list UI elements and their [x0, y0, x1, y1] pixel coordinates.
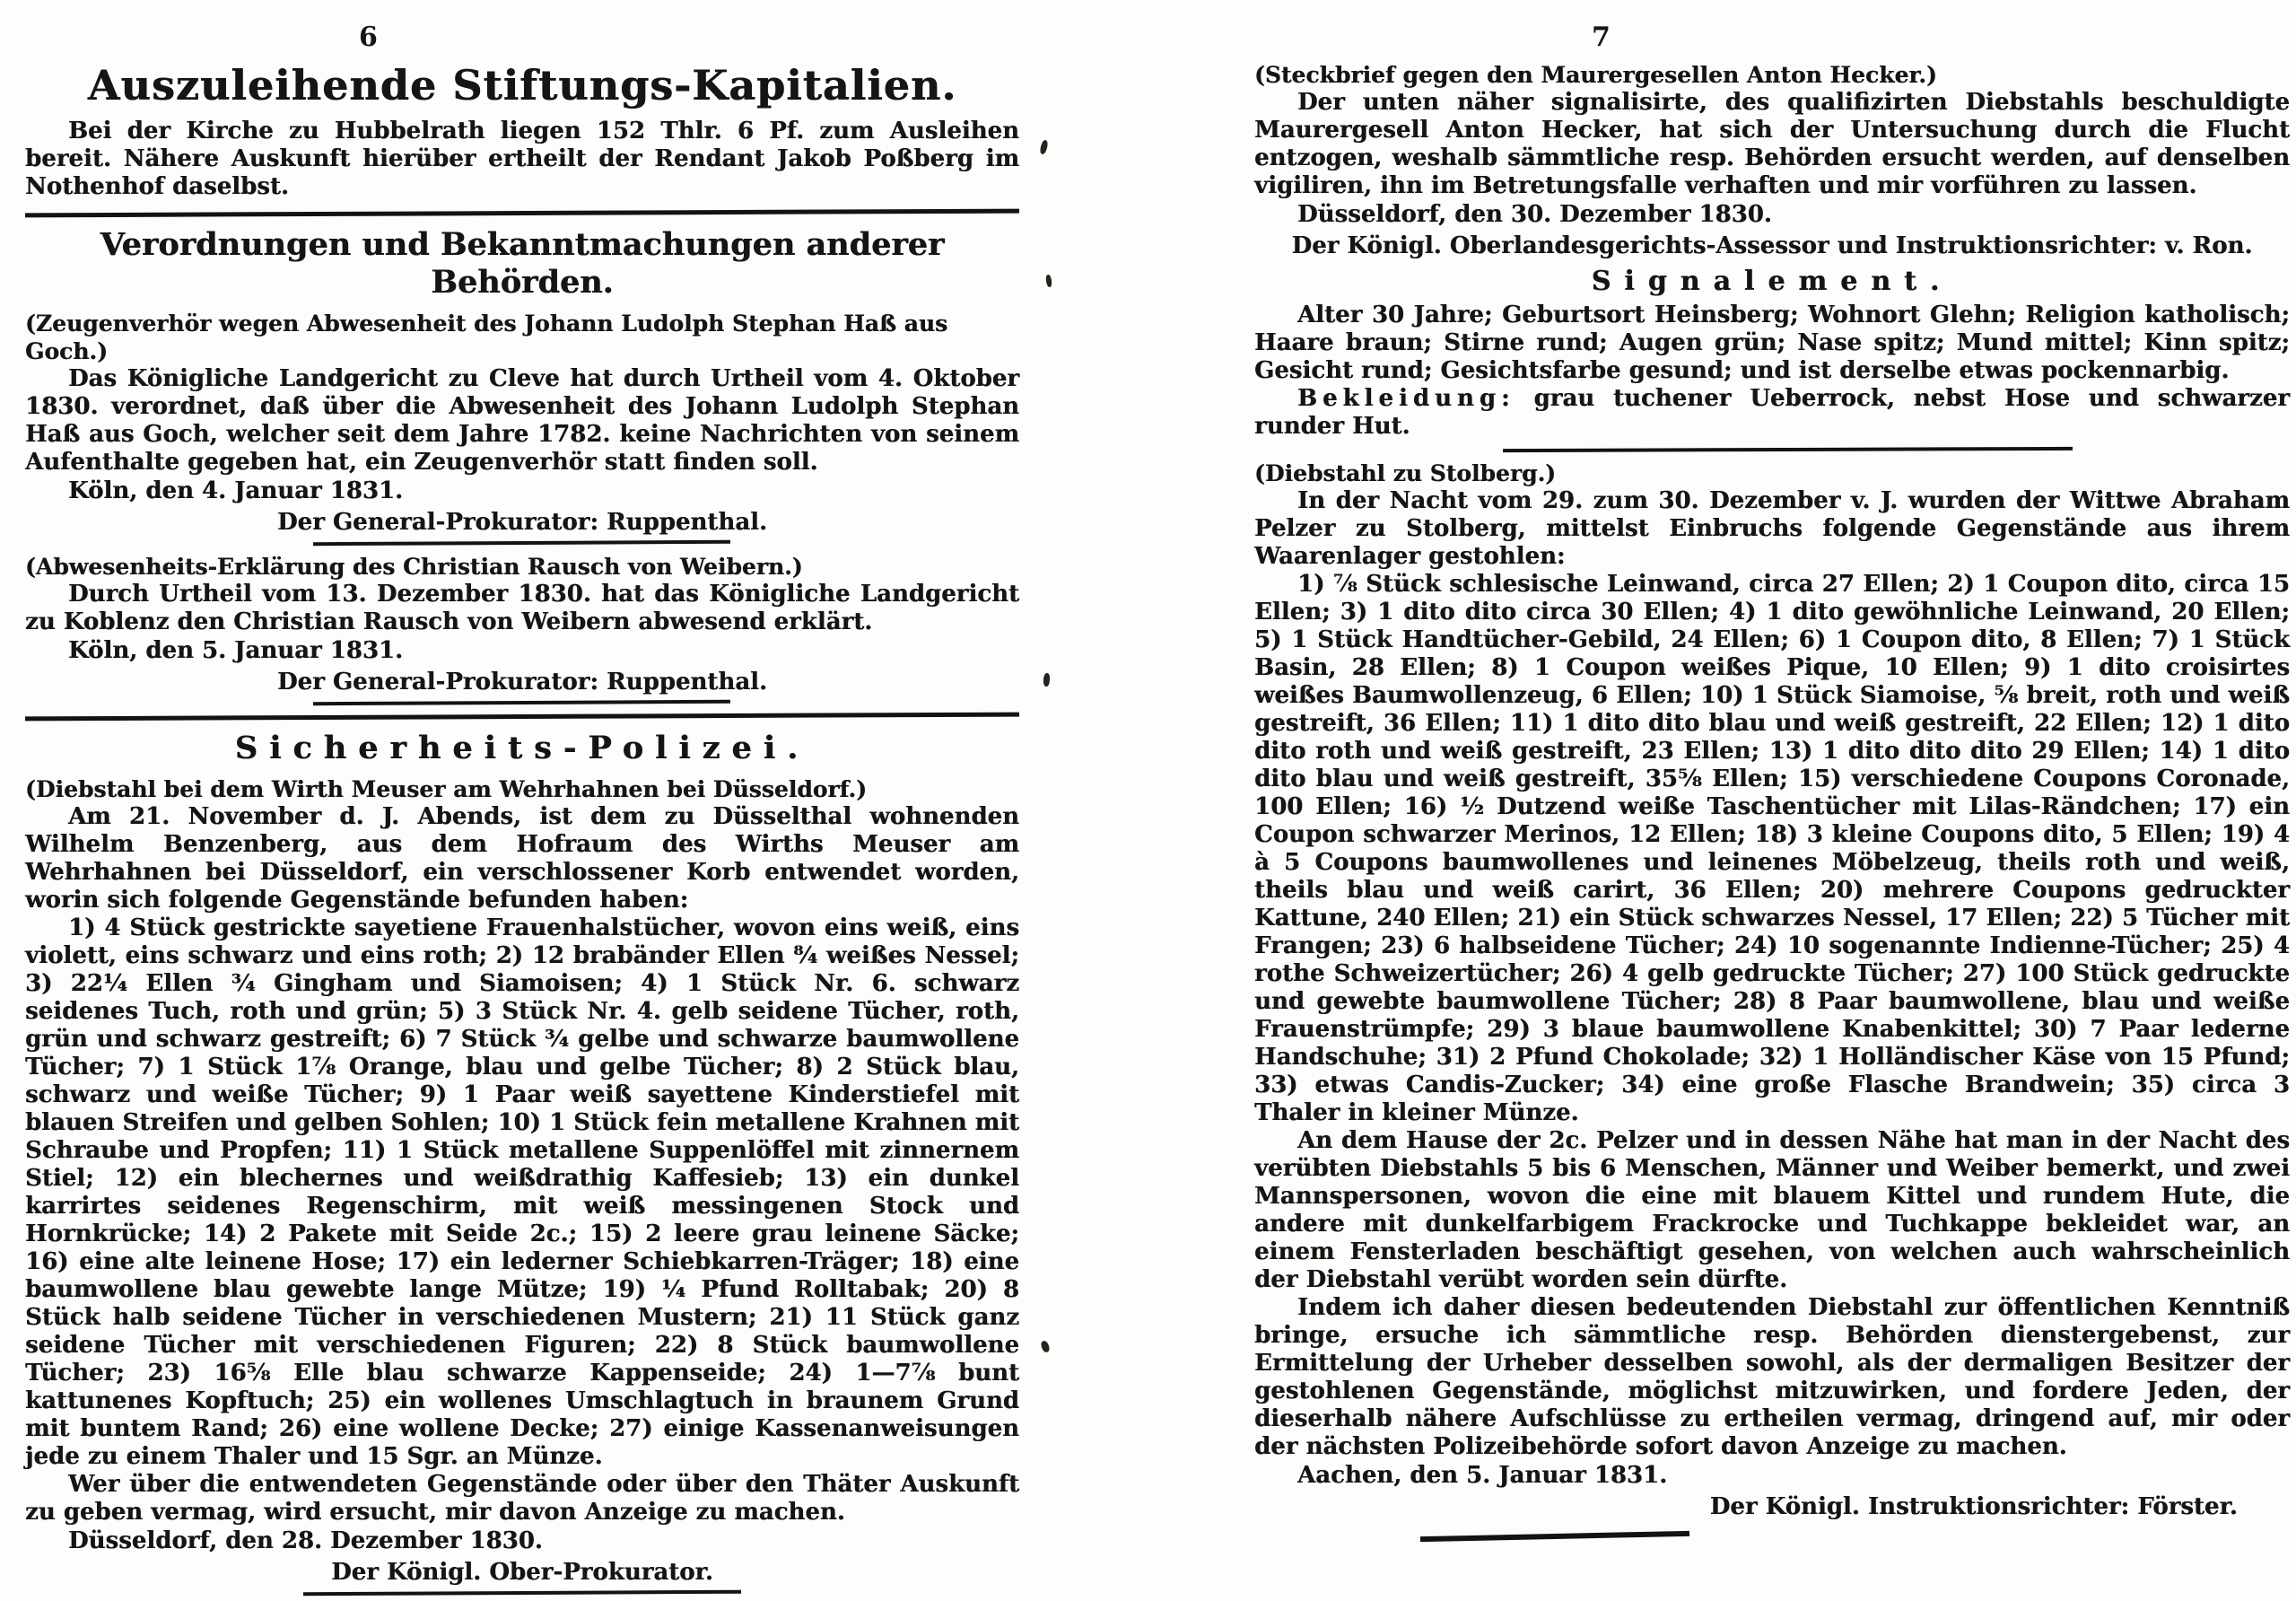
heading-sicherheits-polizei: Sicherheits-Polizei. — [234, 730, 810, 766]
signature-oberlandesgerichts-assessor: Der Königl. Oberlandesgerichts-Assessor und Instruktionsrichter: v. Ron. — [1291, 232, 2253, 259]
notice-body-stolberg-beobachtung: An dem Hause der 2c. Pelzer und in dessen Nähe hat man in der Nacht des verübten Diebstahls 5 bis 6 Menschen, Männer und Weiber bemerkt, und zwei Mannspersonen, wovon die eine mit blauem Kittel und rundem Hute, die andere mit dunkelfarbigem Frackrocke und Tuchkappe bekleidet war, an einem Fensterladen beschäftigt gesehen, von welchen auch wahrscheinlich der Diebstahl verübt worden sein dürfte. — [1254, 1127, 2290, 1293]
page-number-7: 7 — [1592, 22, 1611, 53]
notice-body-diebstahl-meuser-liste: 1) 4 Stück gestrickte sayetiene Frauenhalstücher, wovon eins weiß, eins violett, eins schwarz und eins roth; 2) 12 brabänder Ellen ⁸⁄₄ weißes Nessel; 3) 22¼ Ellen ¾ Gingham und Siamoisen; 4) 1 Stück Nr. 6. schwarz seidenes Tuch, roth und grün; 5) 3 Stück Nr. 4. gelb seidene Tücher, roth, grün und schwarz gestreift; 6) 7 Stück ¾ gelbe und schwarze baumwollene Tücher; 7) 1 Stück 1⅞ Orange, blau und gelbe Tücher; 8) 2 Stück blau, schwarz und weiße Tücher; 9) 1 Paar weiß sayettene Kinderstiefel mit blauen Streifen und gelben Sohlen; 10) 1 Stück fein metallene Krahnen mit Schraube und Propfen; 11) 1 Stück metallene Suppenlöffel mit zinnernem Stiel; 12) ein blechernes und weißdrathig Kaffesieb; 13) ein dunkel karrirtes seidenes Regenschirm, mit weiß messingenen Stock und Hornkrücke; 14) 2 Pakete mit Seide 2c.; 15) 2 leere grau leinene Säcke; 16) eine alte leinene Hose; 17) ein lederner Schiebkarren-Träger; 18) eine baumwollene blau gewebte lange Mütze; 19) ¼ Pfund Rolltabak; 20) 8 Stück halb seidene Tücher in verschiedenen Mustern; 21) 11 Stück ganz seidene Tücher mit verschiedenen Figuren; 22) 8 Stück baumwollene Tücher; 23) 16⅝ Elle blau schwarze Kappenseide; 24) 1—7⅞ bunt kattunenes Kopftuch; 25) ein wollenes Umschlagtuch in braunem Grund mit buntem Rand; 26) eine wollene Decke; 27) einige Kassenanweisungen jede zu einem Thaler und 15 Sgr. an Münze. — [25, 914, 1019, 1470]
heading-verordnungen: Verordnungen und Bekanntmachungen anderer Behörden. — [100, 226, 945, 301]
page-7 — [1254, 0, 2290, 1539]
section-divider-rule — [25, 209, 1019, 218]
end-rule — [1420, 1531, 1689, 1542]
page-6 — [25, 0, 1019, 1601]
dateline-duesseldorf-28-dezember: Düsseldorf, den 28. Dezember 1830. — [68, 1527, 543, 1554]
notice-body-zeugenverhoer: Das Königliche Landgericht zu Cleve hat durch Urtheil vom 4. Oktober 1830. verordnet, daß über die Abwesenheit des Johann Ludolph Stephan Haß aus Goch, welcher seit dem Jahre 1782. keine Nachrichten von seinem Aufenthalte gegeben hat, ein Zeugenverhör statt finden soll. — [25, 365, 1019, 476]
signature-instruktionsrichter-foerster: Der Königl. Instruktionsrichter: Förster. — [1709, 1493, 2238, 1520]
notice-subject-diebstahl-stolberg: (Diebstahl zu Stolberg.) — [1254, 460, 1557, 486]
notice-body-abwesenheits-erklaerung: Durch Urtheil vom 13. Dezember 1830. hat das Königliche Landgericht zu Koblenz den Christian Rausch von Weibern abwesend erklärt. — [25, 581, 1019, 635]
notice-divider-rule — [1503, 447, 2073, 452]
dateline-koeln-4-januar: Köln, den 4. Januar 1831. — [68, 477, 404, 504]
dateline-duesseldorf-30-dezember: Düsseldorf, den 30. Dezember 1830. — [1297, 201, 1772, 228]
dateline-koeln-5-januar: Köln, den 5. Januar 1831. — [68, 637, 404, 664]
signature-ober-prokurator: Der Königl. Ober-Prokurator. — [331, 1559, 713, 1586]
notice-body-steckbrief-hecker: Der unten näher signalisirte, des qualifizirten Diebstahls beschuldigte Maurergesell Anton Hecker, hat sich der Untersuchung durch die Flucht entzogen, weshalb sämmtliche resp. Behörden ersucht werden, auf denselben vigiliren, ihn im Betretungsfalle verhaften und mir vorführen zu lassen. — [1254, 89, 2290, 199]
notice-body-stolberg-aufruf: Indem ich daher diesen bedeutenden Diebstahl zur öffentlichen Kenntniß bringe, ersuche ich sämmtliche resp. Behörden dienstergebenst, zur Ermittelung der Urheber desselben sowohl, als der dermaligen Besitzer der gestohlenen Gegenstände, möglichst mitzuwirken, und fordere Jeden, der dieserhalb nähere Aufschlüsse zu ertheilen vermag, dringend auf, mir oder der nächsten Polizeibehörde sofort davon Anzeige zu machen. — [1254, 1294, 2290, 1460]
section-divider-rule — [25, 713, 1019, 722]
bekleidung-line — [1254, 385, 2290, 441]
notice-subject-steckbrief-hecker: (Steckbrief gegen den Maurergesellen Anton Hecker.) — [1254, 62, 1937, 88]
notice-subject-abwesenheits-erklaerung: (Abwesenheits-Erklärung des Christian Rausch von Weibern.) — [25, 554, 803, 580]
bekleidung-label: Bekleidung: — [1297, 385, 1515, 412]
signature-general-prokurator-2: Der General-Prokurator: Ruppenthal. — [277, 669, 767, 696]
notice-subject-diebstahl-meuser: (Diebstahl bei dem Wirth Meuser am Wehrhahnen bei Düsseldorf.) — [25, 776, 867, 802]
ink-speck — [1045, 275, 1052, 288]
dateline-aachen-5-januar: Aachen, den 5. Januar 1831. — [1297, 1462, 1668, 1489]
notice-body-diebstahl-meuser-aufruf: Wer über die entwendeten Gegenstände oder über den Thäter Auskunft zu geben vermag, wird ersucht, mir davon Anzeige zu machen. — [25, 1471, 1019, 1526]
signature-rule — [313, 700, 730, 705]
notice-body-stolberg-intro: In der Nacht vom 29. zum 30. Dezember v. J. wurden der Wittwe Abraham Pelzer zu Stolberg, mittelst Einbruchs folgende Gegenstände aus ihrem Waarenlager gestohlen: — [1254, 487, 2290, 570]
notice-body-diebstahl-meuser-intro: Am 21. November d. J. Abends, ist dem zu Düsselthal wohnenden Wilhelm Benzenberg, aus dem Hofraum des Wirths Meuser am Wehrhahnen bei Düsseldorf, ein verschlossener Korb entwendet worden, worin sich folgende Gegenstände befunden haben: — [25, 803, 1019, 914]
ink-speck — [1043, 673, 1050, 687]
notice-body-stolberg-liste: 1) ⅞ Stück schlesische Leinwand, circa 27 Ellen; 2) 1 Coupon dito, circa 15 Ellen; 3) 1 dito dito circa 30 Ellen; 4) 1 dito gewöhnliche Leinwand, 20 Ellen; 5) 1 Stück Handtücher-Gebild, 24 Ellen; 6) 1 Coupon dito, 8 Ellen; 7) 1 Stück Basin, 28 Ellen; 8) 1 Coupon weißes Pique, 10 Ellen; 9) 1 dito croisirtes weißes Baumwollenzeug, 6 Ellen; 10) 1 Stück Siamoise, ⅝ breit, roth und weiß gestreift, 36 Ellen; 11) 1 dito dito blau und weiß gestreift, 22 Ellen; 12) 1 dito dito roth und weiß gestreift, 23 Ellen; 13) 1 dito dito dito 29 Ellen; 14) 1 dito dito blau und weiß gestreift, 35⅝ Ellen; 15) verschiedene Coupons Coronade, 100 Ellen; 16) ½ Dutzend weiße Taschentücher mit Lilas-Rändchen; 17) ein Coupon schwarzer Merinos, 12 Ellen; 18) 3 kleine Coupons dito, 5 Ellen; 19) 4 à 5 Coupons baumwollenes und leinenes Möbelzeug, theils roth und weiß, theils blau und weiß carirt, 36 Ellen; 20) mehrere Coupons gedruckter Kattune, 240 Ellen; 21) ein Stück schwarzes Nessel, 17 Ellen; 22) 5 Tücher mit Frangen; 23) 6 halbseidene Tücher; 24) 10 sogenannte Indienne-Tücher; 25) 4 rothe Schweizertücher; 26) 4 gelb gedruckte Tücher; 27) 100 Stück gedruckte und gewebte baumwollene Tücher; 28) 8 Paar baumwollene, blau und weiße Frauenstrümpfe; 29) 3 blaue baumwollene Knabenkittel; 30) 7 Paar lederne Handschuhe; 31) 2 Pfund Chokolade; 32) 1 Holländischer Käse von 15 Pfund; 33) etwas Candis-Zucker; 34) eine große Flasche Brandwein; 35) circa 3 Thaler in kleiner Münze. — [1254, 571, 2290, 1126]
heading-stiftungs-kapitalien: Auszuleihende Stiftungs-Kapitalien. — [87, 61, 957, 109]
signature-rule — [303, 1590, 741, 1597]
signalement-text: Alter 30 Jahre; Geburtsort Heinsberg; Wohnort Glehn; Religion katholisch; Haare braun; Stirne rund; Augen grün; Nase spitz; Mund mittel; Kinn spitz; Gesicht rund; Gesichtsfarbe gesund; und ist derselbe etwas pockennarbig. — [1254, 302, 2290, 384]
bekleidung-text: grau tuchener Ueberrock, nebst Hose und schwarzer runder Hut. — [1254, 385, 2290, 440]
signature-rule — [313, 540, 730, 546]
notice-subject-zeugenverhoer: (Zeugenverhör wegen Abwesenheit des Johann Ludolph Stephan Haß aus Goch.) — [25, 311, 948, 364]
ink-speck — [1039, 139, 1049, 154]
ink-speck — [1040, 1340, 1051, 1353]
heading-signalement: Signalement. — [1591, 266, 1953, 297]
stiftungs-kapitalien-text: Bei der Kirche zu Hubbelrath liegen 152 Thlr. 6 Pf. zum Ausleihen bereit. Nähere Auskunft hierüber ertheilt der Rendant Jakob Poßberg im Nothenhof daselbst. — [25, 118, 1019, 200]
page-number-6: 6 — [359, 22, 378, 53]
signature-general-prokurator-1: Der General-Prokurator: Ruppenthal. — [277, 509, 767, 536]
